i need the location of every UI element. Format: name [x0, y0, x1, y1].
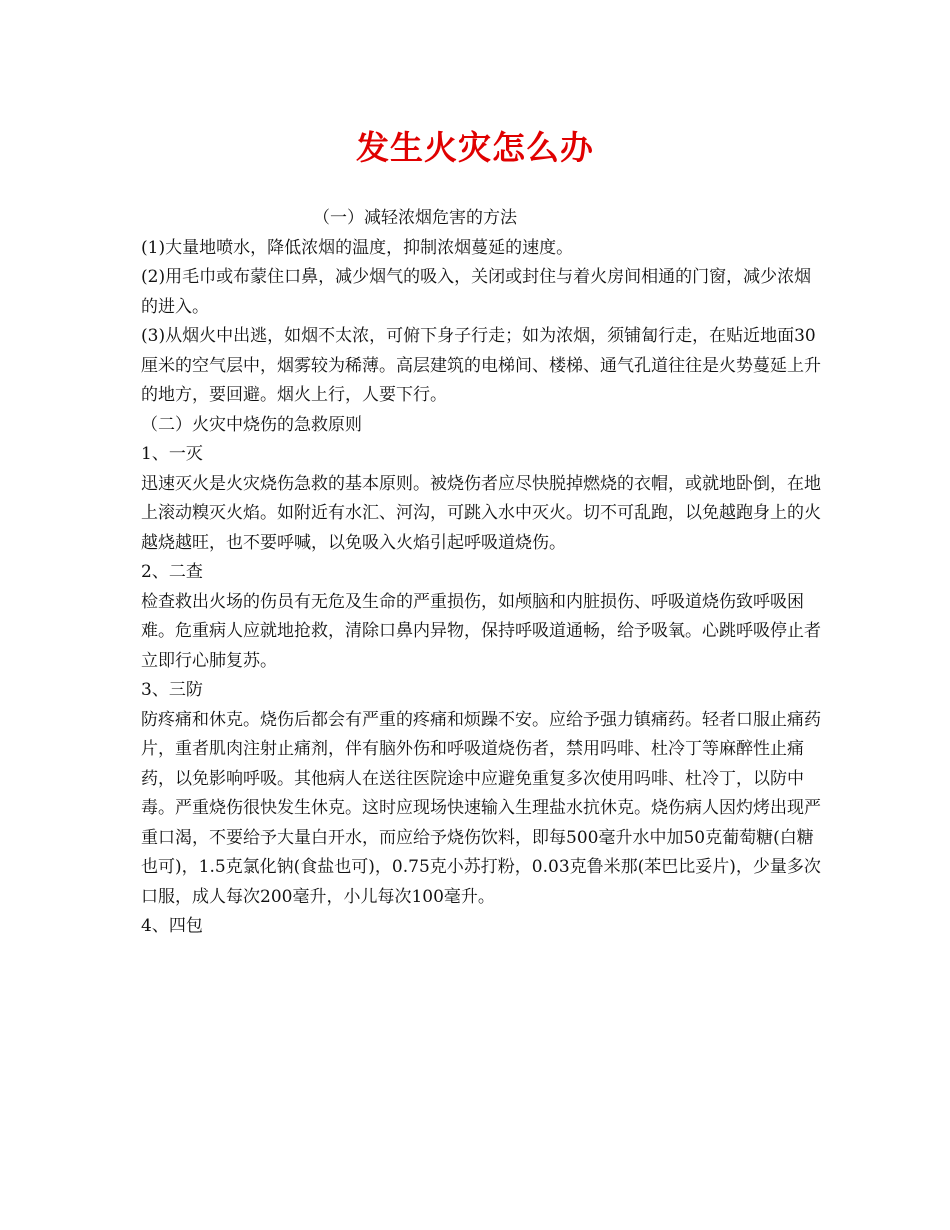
section-heading-1: （一）减轻浓烟危害的方法: [313, 208, 517, 228]
item-heading-1: 1、一灭: [141, 444, 203, 464]
paragraph-item-1: 迅速灭火是火灾烧伤急救的基本原则。被烧伤者应尽快脱掉燃烧的衣帽，或就地卧倒，在地上滚动糗灭火焰。如附近有水汇、河沟，可跳入水中灭火。切不可乱跑，以免越跑身上的火越烧越旺，也不要呼喊，以免吸入火焰引起呼吸道烧伤。: [141, 473, 821, 553]
paragraph-item-2: 检查救出火场的伤员有无危及生命的严重损伤，如颅脑和内脏损伤、呼吸道烧伤致呼吸困难。危重病人应就地抢救，清除口鼻内异物，保持呼吸道通畅，给予吸氧。心跳呼吸停止者立即行心肺复苏。: [141, 591, 821, 671]
item-heading-4: 4、四包: [141, 916, 203, 936]
paragraph-item-3: 防疼痛和休克。烧伤后都会有严重的疼痛和烦躁不安。应给予强力镇痛药。轻者口服止痛药片，重者肌肉注射止痛剂，伴有脑外伤和呼吸道烧伤者，禁用吗啡、杜冷丁等麻醉性止痛药，以免影响呼吸。其他病人在送往医院途中应避免重复多次使用吗啡、杜冷丁，以防中毒。严重烧伤很快发生休克。这时应现场快速输入生理盐水抗休克。烧伤病人因灼烤出现严重口渴，不要给予大量白开水，而应给予烧伤饮料，即每500毫升水中加50克葡萄糖(白糖也可)，1.5克氯化钠(食盐也可)，0.75克小苏打粉，0.03克鲁米那(苯巴比妥片)，少量多次口服，成人每次200毫升，小儿每次100毫升。: [141, 709, 821, 907]
paragraph-3: (3)从烟火中出逃，如烟不太浓，可俯下身子行走；如为浓烟，须铺匐行走，在贴近地面30厘米的空气层中，烟雾较为稀薄。高层建筑的电梯间、楼梯、通气孔道往往是火势蔓延上升的地方，要回避。烟火上行，人要下行。: [141, 326, 821, 405]
item-heading-2: 2、二查: [141, 562, 203, 582]
document-body: [141, 204, 821, 942]
paragraph-2: (2)用毛巾或布蒙住口鼻，减少烟气的吸入，关闭或封住与着火房间相通的门窗，减少浓烟的进入。: [141, 267, 812, 317]
paragraph-1: (1)大量地喷水，降低浓烟的温度，抑制浓烟蔓延的速度。: [141, 237, 574, 258]
item-heading-3: 3、三防: [141, 680, 203, 700]
section-heading-2: （二）火灾中烧伤的急救原则: [141, 414, 362, 435]
document-title: 发生火灾怎么办: [356, 128, 594, 167]
